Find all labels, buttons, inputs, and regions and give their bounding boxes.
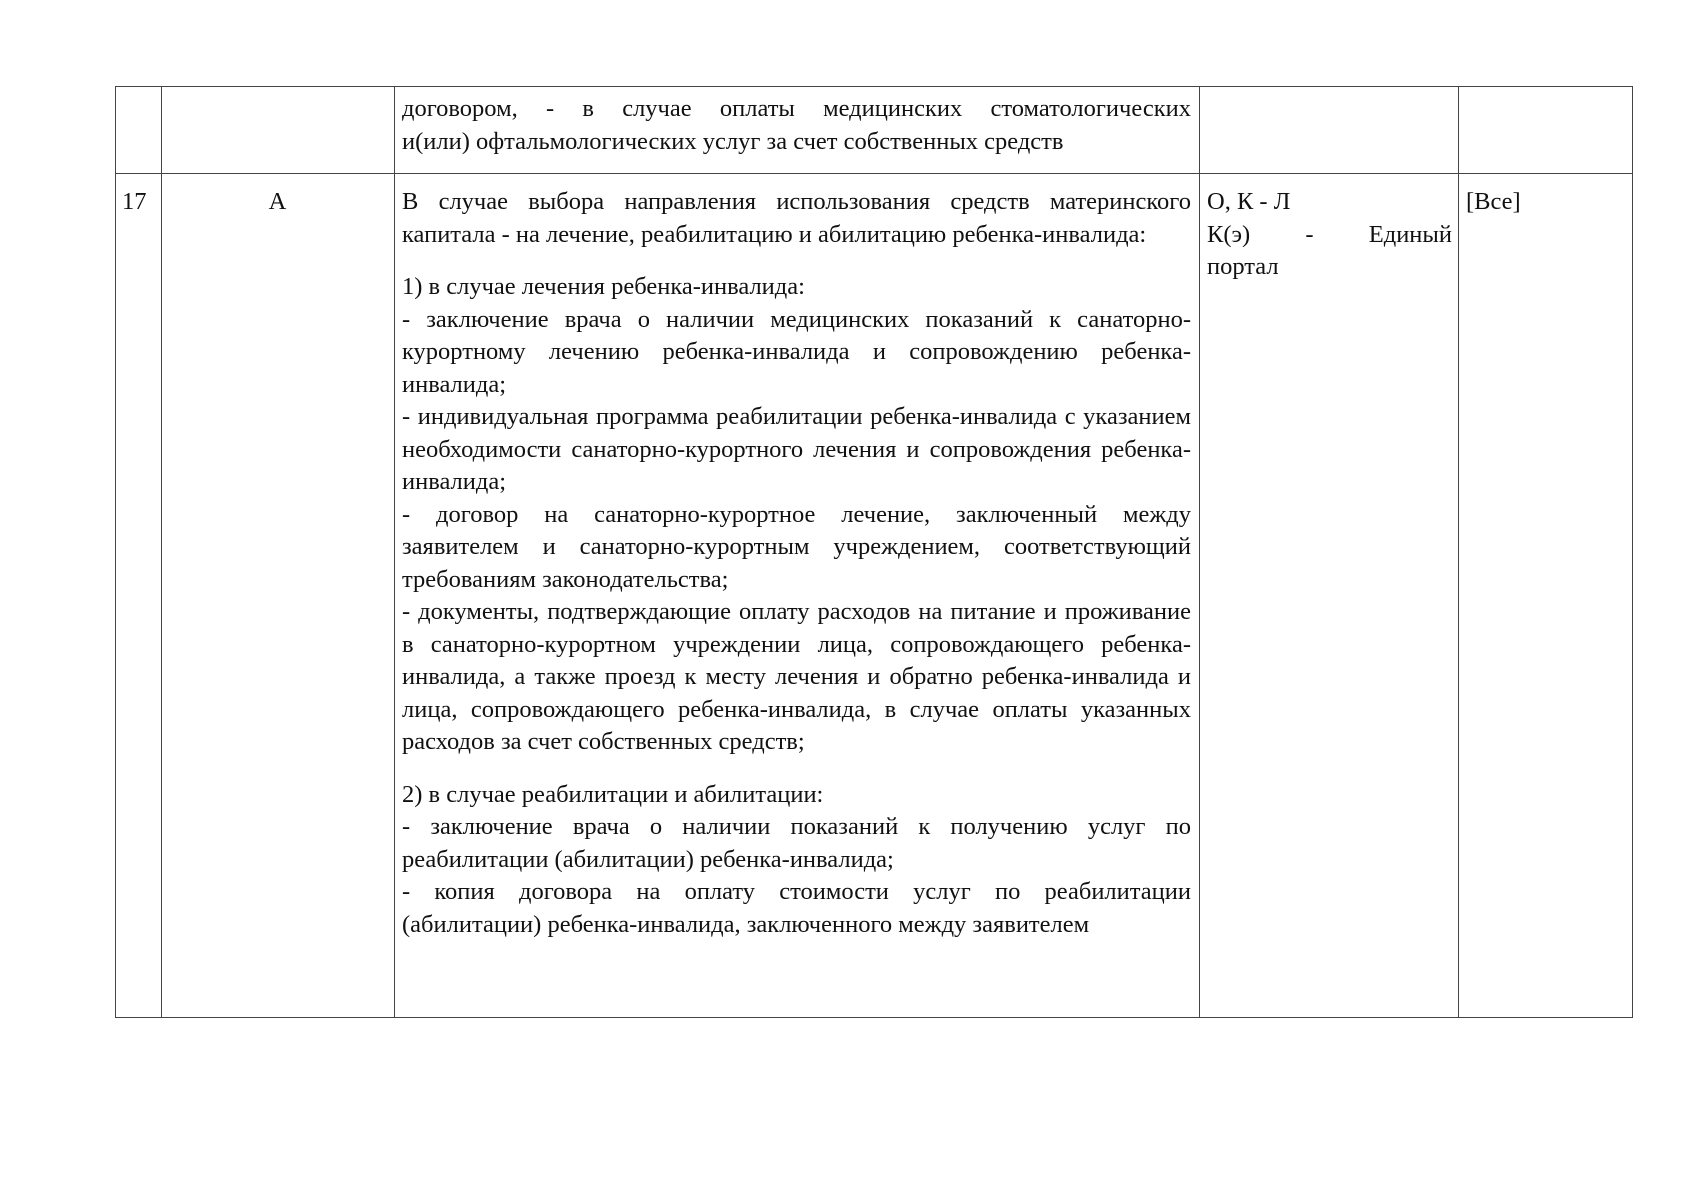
row-number: 17 xyxy=(122,188,147,215)
submission-line-1: О, К - Л xyxy=(1207,188,1291,215)
submission-line-2-right: Единый xyxy=(1368,220,1452,248)
section-treatment-title: 1) в случае лечения ребенка-инвалида: xyxy=(402,273,805,300)
cell-scope xyxy=(1459,174,1633,1018)
section-treatment xyxy=(402,271,1191,759)
cell-code-empty xyxy=(162,87,395,174)
cell-requirements xyxy=(395,174,1200,1018)
submission-line-2-mid: - xyxy=(1305,220,1314,248)
scope-value: [Все] xyxy=(1466,188,1521,215)
row-code: А xyxy=(268,188,287,215)
rehab-item-contract-copy: - копия договора на оплату стоимости услуг по реабилитации (абилитации) ребенка-инвалида, заключенного между заявителем xyxy=(402,878,1191,938)
cell-row-number xyxy=(116,174,162,1018)
treatment-item-rehab-program: - индивидуальная программа реабилитации ребенка-инвалида с указанием необходимости санаторно-курортного лечения и сопровождения ребенка-инвалида; xyxy=(402,403,1191,495)
table-row-continuation xyxy=(116,87,1633,174)
cell-scope-empty xyxy=(1459,87,1633,174)
section-rehabilitation-title: 2) в случае реабилитации и абилитации: xyxy=(402,780,824,808)
cell-row-code xyxy=(162,174,395,1018)
submission-line-2 xyxy=(1207,219,1452,252)
section-rehabilitation xyxy=(402,779,1191,942)
rehab-item-medical-conclusion: - заключение врача о наличии показаний к получению услуг по реабилитации (абилитации) ребенка-инвалида; xyxy=(402,813,1191,873)
document-table xyxy=(115,86,1633,1018)
continuation-line-1-text: договором, - в случае оплаты медицинских стоматологических xyxy=(402,95,1191,122)
cell-ways-empty xyxy=(1200,87,1459,174)
table-row-17 xyxy=(116,174,1633,1018)
continuation-line-2: и(или) офтальмологических услуг за счет собственных средств xyxy=(402,127,1064,155)
cell-submission-methods xyxy=(1200,174,1459,1018)
requirements-intro: В случае выбора направления использования средств материнского капитала - на лечение, реабилитацию и абилитацию ребенка-инвалида: xyxy=(402,188,1191,248)
treatment-item-medical-conclusion: - заключение врача о наличии медицинских показаний к санаторно-курортному лечению ребенка-инвалида и сопровождению ребенка-инвалида; xyxy=(402,305,1191,398)
submission-line-3: портал xyxy=(1207,253,1279,280)
cell-number-empty xyxy=(116,87,162,174)
continuation-line-1 xyxy=(402,93,1191,126)
cell-text-continuation xyxy=(395,87,1200,174)
treatment-item-contract: - договор на санаторно-курортное лечение, заключенный между заявителем и санаторно-курортным учреждением, соответствующий требованиям законодательства; xyxy=(402,500,1191,593)
submission-line-2-left: К(э) xyxy=(1207,220,1251,248)
treatment-item-payment-documents: - документы, подтверждающие оплату расходов на питание и проживание в санаторно-курортном учреждении лица, сопровождающего ребенка-инвалида, а также проезд к месту лечения и обратно ребенка-инвалида и лица, сопровождающего ребенка-инвалида, в случае оплаты указанных расходов за счет собственных средств; xyxy=(402,598,1191,755)
